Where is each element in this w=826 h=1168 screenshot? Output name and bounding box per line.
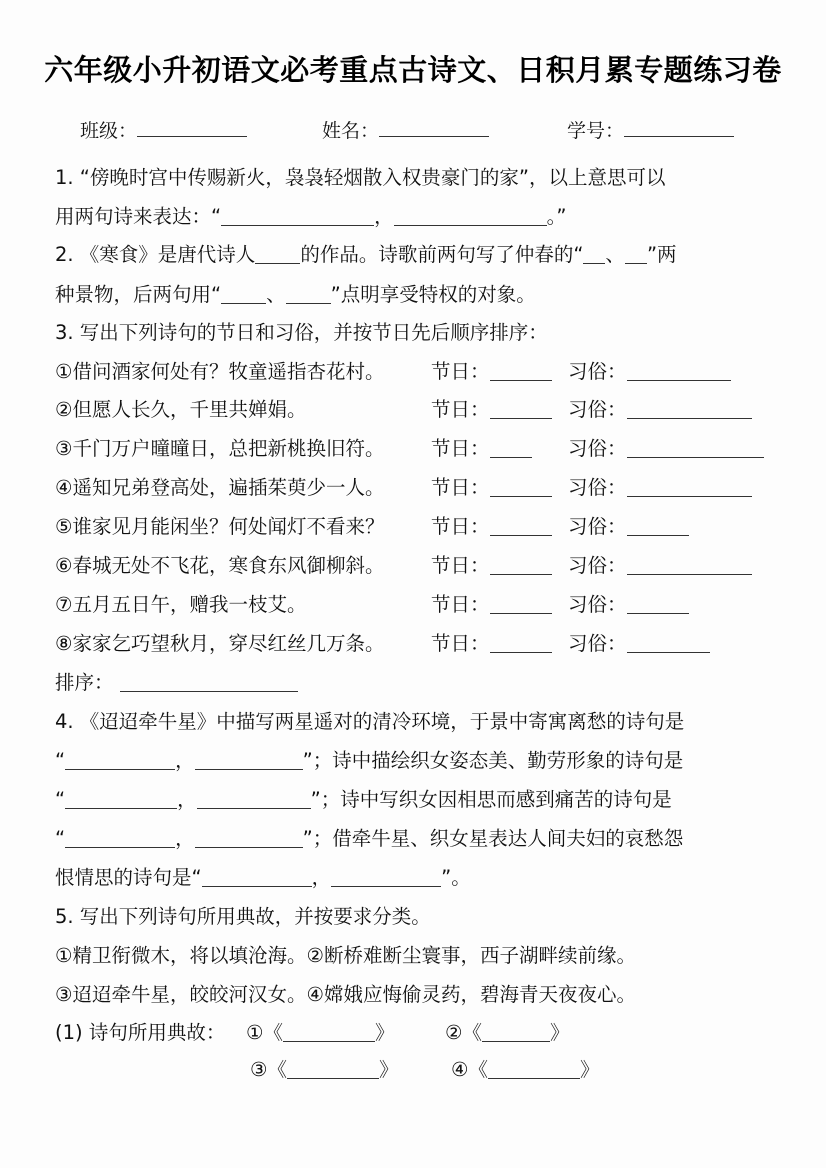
festival-blank[interactable]	[490, 362, 552, 381]
q3-festival-field	[431, 476, 552, 500]
q3-order-row	[55, 671, 298, 695]
q4-open-quote-1: “	[55, 749, 66, 772]
q3-custom-field	[568, 554, 752, 578]
q1-prefix: 用两句诗来表达：“	[55, 205, 222, 228]
q2-text-e: 种景物，后两句用“	[55, 283, 222, 306]
custom-label: 习俗：	[568, 437, 627, 460]
custom-blank[interactable]	[627, 400, 752, 419]
q4-line3	[55, 788, 672, 812]
q2-text-g: ”点明享受特权的对象。	[330, 283, 536, 306]
q3-poem-line: ②但愿人长久，千里共婵娟。	[55, 398, 307, 421]
q3-poem-line: ⑦五月五日午，赠我一枝艾。	[55, 593, 307, 616]
q4-comma-4: ，	[311, 866, 332, 889]
number-label: 学号：	[567, 120, 625, 142]
q4-line2-tail: ”；诗中描绘织女姿态美、勤劳形象的诗句是	[302, 749, 684, 772]
q4-comma-2: ，	[177, 788, 197, 811]
q5-heading: 5. 写出下列诗句所用典故，并按要求分类。	[55, 905, 431, 928]
q3-order-label: 排序：	[55, 671, 114, 694]
name-label: 姓名：	[322, 120, 380, 142]
festival-label: 节日：	[431, 437, 490, 460]
festival-blank[interactable]	[490, 595, 552, 614]
q5-sub1-label: (1) 诗句所用典故：	[55, 1021, 226, 1044]
q4-blank-1b[interactable]	[195, 751, 303, 770]
festival-blank[interactable]	[490, 439, 532, 458]
q2-line2	[55, 283, 536, 307]
q5-poems-line1: ①精卫衔微木，将以填沧海。②断桥难断尘寰事，西子湖畔续前缘。	[55, 944, 636, 967]
q3-poem-line: ④遥知兄弟登高处，遍插茱萸少一人。	[55, 476, 385, 499]
q2-text-c: 、	[605, 243, 625, 266]
number-input[interactable]	[624, 118, 734, 137]
festival-blank[interactable]	[490, 478, 552, 497]
q4-line5-end: ”。	[441, 866, 471, 889]
q3-festival-field	[431, 515, 552, 539]
q2-line1	[55, 243, 677, 267]
q3-custom-field	[568, 515, 689, 539]
custom-label: 习俗：	[568, 554, 627, 577]
festival-label: 节日：	[431, 476, 490, 499]
festival-label: 节日：	[431, 515, 490, 538]
q2-text-d: ”两	[646, 243, 677, 266]
custom-blank[interactable]	[627, 595, 689, 614]
custom-blank[interactable]	[627, 362, 731, 381]
q3-custom-field	[568, 476, 752, 500]
q3-custom-field	[568, 360, 731, 384]
festival-blank[interactable]	[490, 400, 552, 419]
festival-blank[interactable]	[490, 517, 552, 536]
slot-number: ④	[451, 1058, 469, 1081]
q5-slot-2-blank[interactable]	[482, 1023, 550, 1042]
custom-label: 习俗：	[568, 632, 627, 655]
q3-poem-line: ①借问酒家何处有？牧童遥指杏花村。	[55, 360, 385, 383]
q3-poem-line: ⑧家家乞巧望秋月，穿尽红丝几万条。	[55, 632, 385, 655]
q4-blank-4b[interactable]	[331, 868, 441, 887]
slot-number: ②	[445, 1021, 463, 1044]
q5-slot-2	[445, 1021, 570, 1045]
q3-order-blank[interactable]	[120, 673, 298, 692]
q3-custom-field	[568, 593, 689, 617]
page-title: 六年级小升初语文必考重点古诗文、日积月累专题练习卷	[44, 53, 782, 87]
q5-sub1	[55, 1021, 225, 1045]
custom-label: 习俗：	[568, 360, 627, 383]
slot-open-bracket: 《	[468, 1058, 488, 1081]
q3-festival-field	[431, 437, 532, 461]
q2-scene-blank-2[interactable]	[625, 245, 647, 264]
q3-festival-field	[431, 398, 552, 422]
q4-line1: 4. 《迢迢牵牛星》中描写两星遥对的清冷环境，于景中寄寓离愁的诗句是	[55, 710, 685, 733]
q3-poem-line: ③千门万户曈曈日，总把新桃换旧符。	[55, 437, 385, 460]
q4-line4-tail: ”；借牵牛星、织女星表达人间夫妇的哀愁怨	[302, 827, 684, 850]
q4-open-quote-3: “	[55, 827, 66, 850]
slot-close-bracket: 》	[550, 1021, 570, 1044]
q4-line5-prefix: 恨情思的诗句是“	[55, 866, 202, 889]
q4-blank-2a[interactable]	[65, 790, 177, 809]
slot-open-bracket: 《	[462, 1021, 482, 1044]
q3-poem-line: ⑥春城无处不飞花，寒食东风御柳斜。	[55, 554, 385, 577]
q3-festival-field	[431, 593, 552, 617]
q2-object-blank-2[interactable]	[286, 285, 331, 304]
q3-custom-field	[568, 437, 764, 461]
q4-line3-tail: ”；诗中写织女因相思而感到痛苦的诗句是	[310, 788, 672, 811]
number-field	[567, 116, 734, 143]
name-input[interactable]	[379, 118, 489, 137]
q4-blank-1a[interactable]	[65, 751, 175, 770]
festival-label: 节日：	[431, 398, 490, 421]
q3-festival-field	[431, 360, 552, 384]
custom-blank[interactable]	[627, 478, 752, 497]
q3-festival-field	[431, 554, 552, 578]
q2-text-a: 2. 《寒食》是唐代诗人	[55, 243, 256, 266]
custom-blank[interactable]	[627, 634, 710, 653]
q2-object-blank-1[interactable]	[221, 285, 266, 304]
q3-custom-field	[568, 398, 752, 422]
slot-close-bracket: 》	[379, 1058, 399, 1081]
custom-label: 习俗：	[568, 515, 627, 538]
slot-close-bracket: 》	[375, 1021, 395, 1044]
festival-label: 节日：	[431, 360, 490, 383]
class-input[interactable]	[137, 118, 247, 137]
q5-slot-1-blank[interactable]	[283, 1023, 375, 1042]
q4-line2	[55, 749, 683, 773]
q1-line1: 1. “傍晚时宫中传赐新火，袅袅轻烟散入权贵豪门的家”，以上意思可以	[55, 166, 666, 189]
q4-blank-2b[interactable]	[197, 790, 311, 809]
q4-open-quote-2: “	[55, 788, 66, 811]
custom-label: 习俗：	[568, 593, 627, 616]
custom-blank[interactable]	[627, 556, 752, 575]
q4-comma-3: ，	[175, 827, 195, 850]
q1-blank-2[interactable]	[394, 207, 547, 226]
q5-slot-1	[246, 1021, 395, 1045]
slot-open-bracket: 《	[267, 1058, 287, 1081]
festival-label: 节日：	[431, 632, 490, 655]
q2-poet-blank[interactable]	[255, 245, 300, 264]
q4-blank-3b[interactable]	[195, 829, 303, 848]
q1-line2	[55, 205, 566, 229]
q4-blank-3a[interactable]	[65, 829, 175, 848]
custom-blank[interactable]	[627, 439, 764, 458]
festival-label: 节日：	[431, 554, 490, 577]
slot-number: ③	[250, 1058, 268, 1081]
festival-blank[interactable]	[490, 634, 552, 653]
q2-scene-blank-1[interactable]	[583, 245, 605, 264]
q4-line5	[55, 866, 471, 890]
q3-festival-field	[431, 632, 552, 656]
slot-close-bracket: 》	[580, 1058, 600, 1081]
q2-text-b: 的作品。诗歌前两句写了仲春的“	[300, 243, 584, 266]
q4-comma-1: ，	[175, 749, 195, 772]
festival-blank[interactable]	[490, 556, 552, 575]
q5-slot-3-blank[interactable]	[287, 1060, 379, 1079]
q5-poems-line2: ③迢迢牵牛星，皎皎河汉女。④嫦娥应悔偷灵药，碧海青天夜夜心。	[55, 983, 636, 1006]
q5-slot-4	[451, 1058, 600, 1082]
class-field	[80, 116, 247, 143]
q3-heading: 3. 写出下列诗句的节日和习俗，并按节日先后顺序排序：	[55, 321, 548, 344]
q4-blank-4a[interactable]	[202, 868, 312, 887]
custom-label: 习俗：	[568, 398, 627, 421]
q3-poem-line: ⑤谁家见月能闲坐？何处闻灯不看来？	[55, 515, 385, 538]
festival-label: 节日：	[431, 593, 490, 616]
custom-blank[interactable]	[627, 517, 689, 536]
slot-number: ①	[246, 1021, 264, 1044]
q1-blank-1[interactable]	[221, 207, 374, 226]
q5-slot-4-blank[interactable]	[488, 1060, 580, 1079]
q2-text-f: 、	[266, 283, 286, 306]
custom-label: 习俗：	[568, 476, 627, 499]
q1-end: 。”	[546, 205, 567, 228]
class-label: 班级：	[80, 120, 138, 142]
q5-slot-3	[250, 1058, 399, 1082]
q3-custom-field	[568, 632, 710, 656]
q4-line4	[55, 827, 683, 851]
q1-comma: ，	[374, 205, 394, 228]
slot-open-bracket: 《	[263, 1021, 283, 1044]
name-field	[322, 116, 489, 143]
